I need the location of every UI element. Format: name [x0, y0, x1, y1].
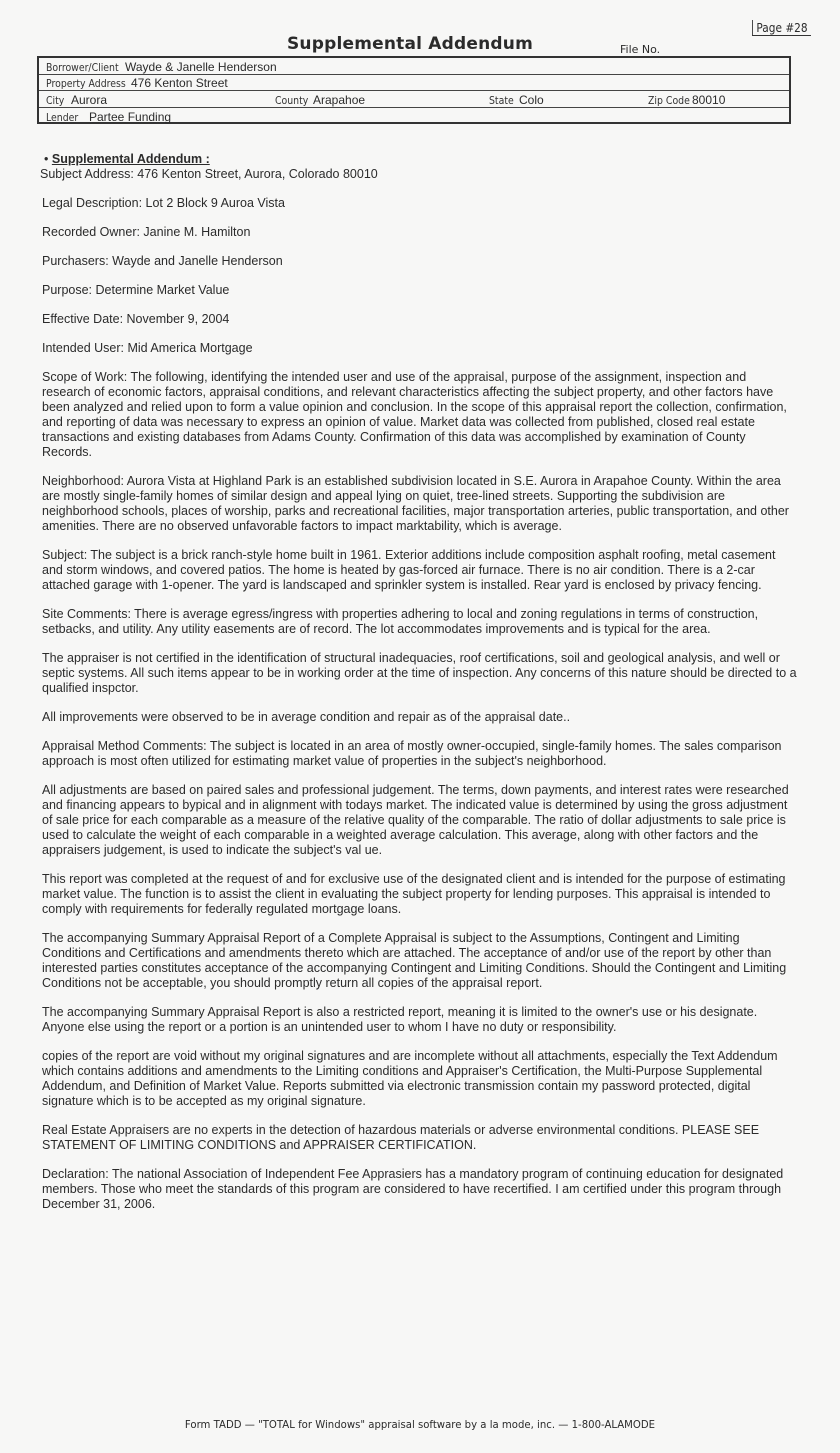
lender-value: Partee Funding	[89, 110, 172, 124]
lender-row	[39, 108, 789, 124]
state-value: Colo	[519, 93, 544, 107]
state-label: State	[489, 94, 514, 107]
property-label: Property Address	[46, 77, 126, 90]
county-value: Arapahoe	[313, 93, 366, 107]
file-no-label: File No.	[620, 43, 661, 56]
borrower-row	[39, 58, 789, 75]
subject-description: Subject: The subject is a brick ranch-style home built in 1961. Exterior additions include composition asphalt roofing, metal casement and storm windows, and covered patios. The home is heated by gas-forced air furnace. There is no air condition. There is a 2-car attached garage with 1-opener. The yard is landscaped and sprinkler system is installed. Rear yard is enclosed by privacy fencing.	[42, 548, 776, 592]
scope-of-work: Scope of Work: The following, identifying the intended user and use of the appraisal, purpose of the assignment, inspection and research of economic factors, appraisal conditions, and relevant characteristics affecting the subject property, and other factors have been analyzed and relied upon to form a value opinion and conclusion. In the scope of this appraisal report the collection, confirmation, and reporting of data was necessary to express an opinion of value. Market data was collected from published, closed real estate transactions and existing databases from Adams County. Confirmation of this data was accomplished by examination of County Records.	[42, 370, 787, 459]
borrower-label: Borrower/Client	[46, 61, 119, 74]
zip-value: 80010	[692, 93, 726, 107]
subject-address: Subject Address: 476 Kenton Street, Aurora, Colorado 80010	[40, 167, 378, 181]
adjustments-paragraph: All adjustments are based on paired sales and professional judgement. The terms, down payments, and interest rates were researched and financing appears to bypical and in alignment with todays market. The indicated value is determined by using the gross adjustment of sale price for each comparable as a measure of the relative quality of the comparable. The ratio of dollar adjustments to sale price is used to calculate the weight of each comparable in a weighted average calculation. This average, along with other factors and the appraisers judgement, is used to indicate the subject's val ue.	[42, 783, 789, 857]
zip-label: Zip Code	[648, 94, 690, 107]
property-row	[39, 74, 789, 91]
intended-user: Intended User: Mid America Mortgage	[42, 341, 253, 355]
effective-date: Effective Date: November 9, 2004	[42, 312, 230, 326]
form-footer: Form TADD — "TOTAL for Windows" appraisal software by a la mode, inc. — 1-800-ALAMODE	[184, 1418, 656, 1431]
purchasers: Purchasers: Wayde and Janelle Henderson	[42, 254, 283, 268]
site-comments: Site Comments: There is average egress/ingress with properties adhering to local and zoning regulations in terms of construction, setbacks, and utility. Any utility easements are of record. The lot accommodates improvements and is typical for the area.	[42, 607, 759, 636]
location-row	[39, 91, 789, 108]
improvements-condition: All improvements were observed to be in average condition and repair as of the appraisal date..	[42, 710, 571, 724]
summary-report-conditions: The accompanying Summary Appraisal Report of a Complete Appraisal is subject to the Assumptions, Contingent and Limiting Conditions and Certifications and amendments thereto which are attached. The acceptance of and/or use of the report by other than interested parties constitutes acceptance of the accompanying Contingent and Limiting Conditions. Should the Contingent and Limiting Conditions not be acceptable, you should promptly return all copies of the appraisal report.	[42, 931, 787, 990]
neighborhood: Neighborhood: Aurora Vista at Highland Park is an established subdivision located in S.E. Aurora in Arapahoe County. Within the area are mostly single-family homes of similar design and appeal lying on quiet, tree-lined streets. Supporting the subdivision are neighborhood schools, places of worship, parks and recreational facilities, major transportation arteries, public transportation, and other amenities. There are no observed unfavorable factors to impact marktability, which is average.	[42, 474, 789, 533]
header-info-box	[37, 56, 791, 124]
property-value: 476 Kenton Street	[131, 76, 228, 90]
page-title: Supplemental Addendum	[286, 34, 534, 54]
restricted-report: The accompanying Summary Appraisal Report is also a restricted report, meaning it is limited to the owner's use or his designate. Anyone else using the report or a portion is an unintended user to whom I have no duty or responsibility.	[42, 1005, 758, 1034]
declaration: Declaration: The national Association of Independent Fee Apprasiers has a mandatory program of continuing education for designated members. Those who meet the standards of this program are considered to have recertified. I am certified under this program through December 31, 2006.	[42, 1167, 784, 1211]
city-value: Aurora	[71, 93, 108, 107]
bullet: •	[44, 152, 49, 166]
recorded-owner: Recorded Owner: Janine M. Hamilton	[42, 225, 251, 239]
borrower-value: Wayde & Janelle Henderson	[125, 60, 277, 74]
hazardous-materials: Real Estate Appraisers are no experts in the detection of hazardous materials or adverse environmental conditions. PLEASE SEE STATEMENT OF LIMITING CONDITIONS and APPRAISER CERTIFICATION.	[42, 1123, 760, 1152]
purpose: Purpose: Determine Market Value	[42, 283, 230, 297]
report-purpose: This report was completed at the request of and for exclusive use of the designated client and is intended for the purpose of estimating market value. The function is to assist the client in evaluating the subject property for lending purposes. This appraisal is intended to comply with requirements for federally regulated mortgage loans.	[42, 872, 786, 916]
legal-description: Legal Description: Lot 2 Block 9 Auroa Vista	[42, 196, 285, 210]
appraisal-method-comments: Appraisal Method Comments: The subject is located in an area of mostly owner-occupied, single-family homes. The sales comparison approach is most often utilized for estimating market value of properties in the subject's neighborhood.	[42, 739, 782, 768]
addendum-body	[42, 152, 798, 1226]
lender-label: Lender	[46, 111, 79, 124]
appraiser-disclaimer: The appraiser is not certified in the identification of structural inadequacies, roof certifications, soil and geological analysis, and well or septic systems. All such items appear to be in working order at the time of inspection. Any concerns of this nature should be directed to a qualified inspctor.	[42, 651, 797, 695]
signatures-paragraph: copies of the report are void without my original signatures and are incomplete without all attachments, especially the Text Addendum which contains additions and amendments to the Limiting conditions and Appraiser's Certification, the Multi-Purpose Supplemental Addendum, and Definition of Market Value. Reports submitted via electronic transmission contain my password protected, digital signature which is to be accepted as my original signature.	[42, 1049, 778, 1108]
page-number-tag: Page #28	[752, 20, 811, 36]
section-heading-line	[44, 152, 798, 167]
city-label: City	[46, 94, 65, 107]
section-heading: Supplemental Addendum :	[51, 152, 210, 166]
county-label: County	[275, 94, 309, 107]
